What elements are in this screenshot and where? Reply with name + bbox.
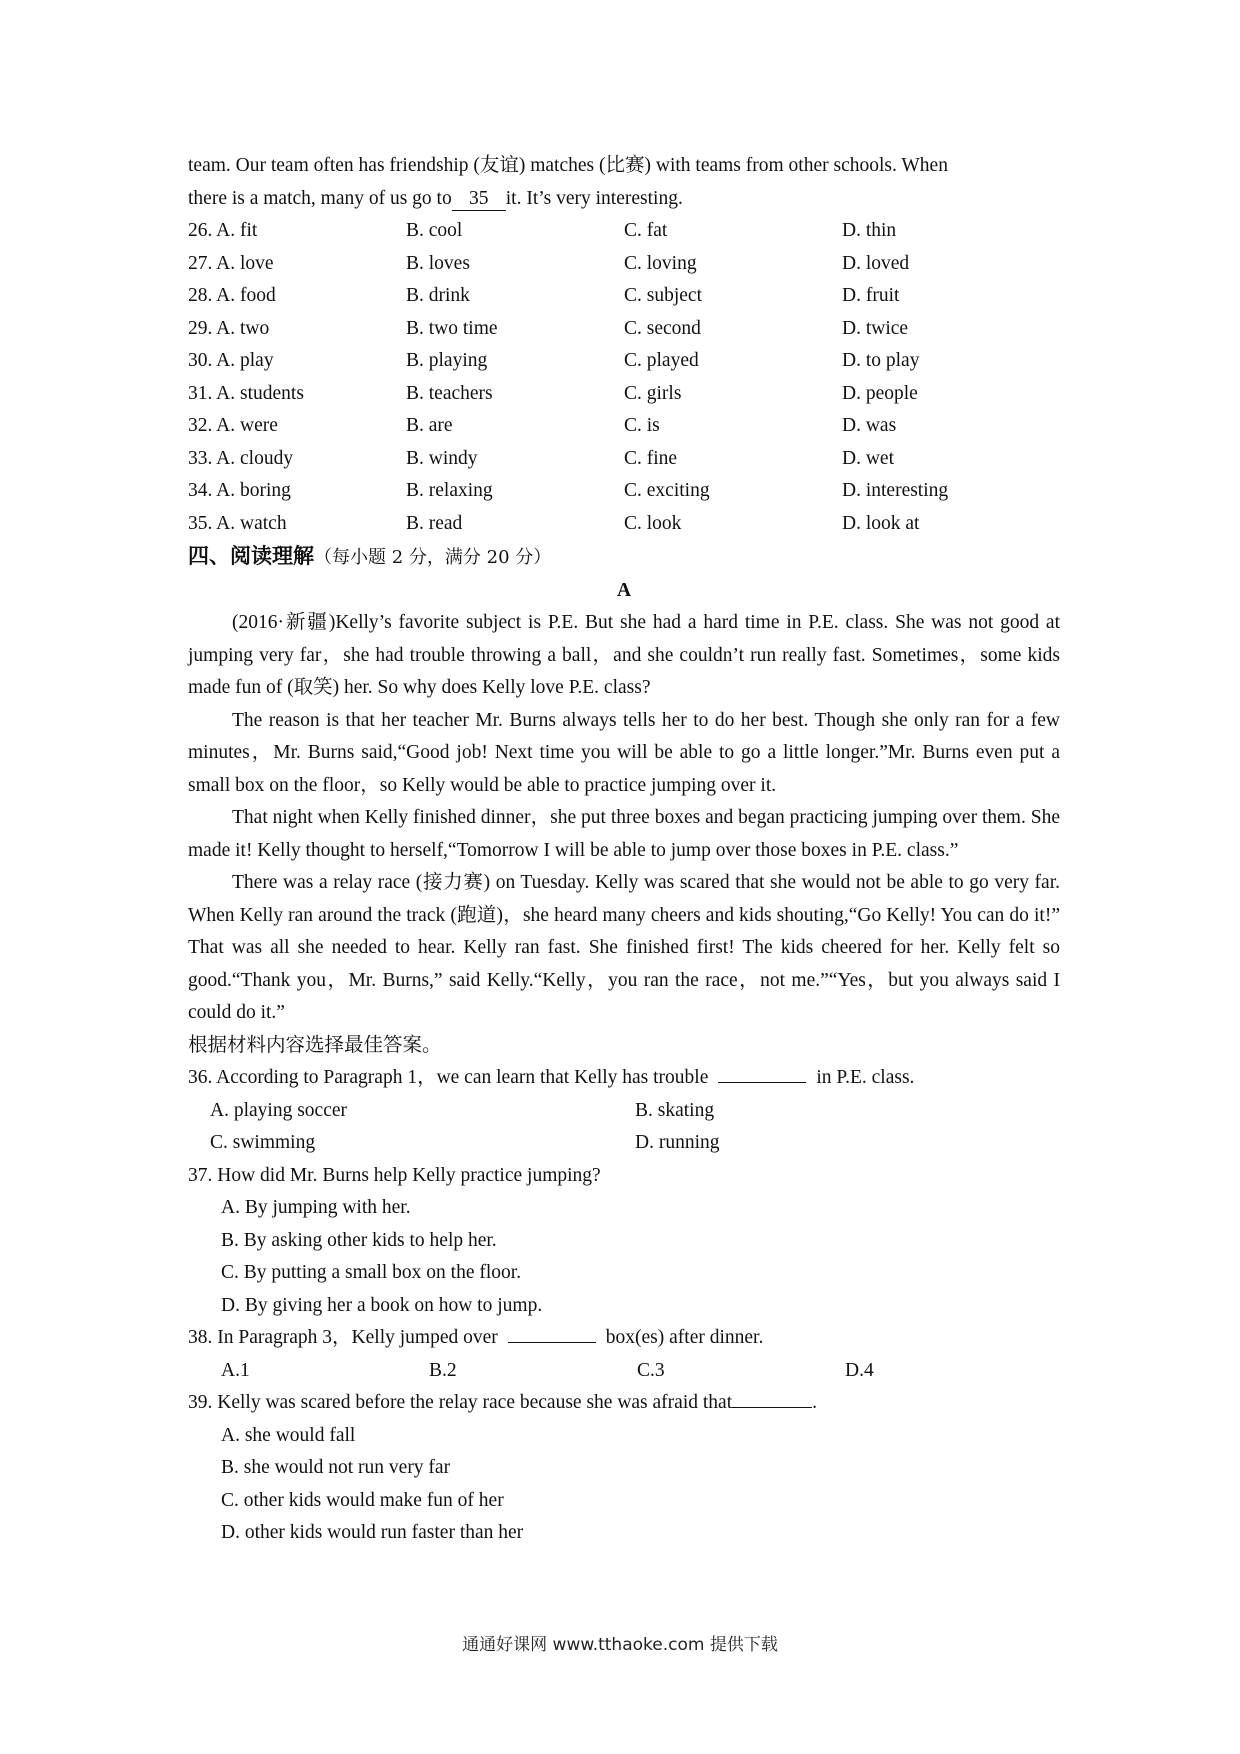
option: B. skating bbox=[635, 1099, 715, 1121]
intro-line-2-text: there is a match, many of us go to bbox=[188, 187, 452, 209]
option: B. she would not run very far bbox=[221, 1457, 451, 1478]
option: B. By asking other kids to help her. bbox=[221, 1229, 497, 1251]
option: D. to play bbox=[842, 350, 920, 371]
option-row-29 bbox=[188, 313, 1060, 346]
exam-page bbox=[188, 150, 1060, 1550]
option-row-32 bbox=[188, 410, 1060, 443]
blank-35: 35 bbox=[452, 188, 506, 211]
option: D. look at bbox=[842, 512, 920, 534]
option: D. was bbox=[842, 415, 897, 436]
option: D. By giving her a book on how to jump. bbox=[221, 1294, 543, 1316]
option: C. fat bbox=[624, 220, 668, 241]
answer-blank bbox=[718, 1062, 806, 1083]
option: D. running bbox=[635, 1132, 720, 1153]
passage-paragraph-2: The reason is that her teacher Mr. Burns always tells her to do her best. Though she only ran for a few minutes，Mr. Burns said,“Good job! Next time you will be able to go a little longer.”Mr. Burns even put a small box on the floor，so Kelly would be able to practice jumping over it. bbox=[188, 709, 1060, 796]
section-score-note: （每小题 2 分，满分 20 分） bbox=[314, 547, 552, 568]
option: D. twice bbox=[842, 317, 909, 339]
option: C. loving bbox=[624, 252, 697, 274]
option: D.4 bbox=[845, 1359, 874, 1381]
option: C. swimming bbox=[210, 1132, 316, 1153]
option: C. By putting a small box on the floor. bbox=[221, 1262, 522, 1283]
question-36-stem: 36. According to Paragraph 1，we can learn that Kelly has trouble bbox=[188, 1067, 709, 1088]
option: C. girls bbox=[624, 382, 682, 404]
option: 27. A. love bbox=[188, 252, 274, 274]
section-title: 四、阅读理解 bbox=[188, 544, 314, 568]
question-36-options-row-1 bbox=[188, 1095, 1060, 1128]
option: 33. A. cloudy bbox=[188, 447, 294, 469]
option: 30. A. play bbox=[188, 350, 274, 371]
question-39 bbox=[188, 1387, 1060, 1420]
answer-blank bbox=[732, 1387, 812, 1408]
page-footer: 通通好课网 www.tthaoke.com 提供下载 bbox=[462, 1635, 778, 1655]
option: B. are bbox=[406, 415, 453, 436]
option: C. exciting bbox=[624, 480, 710, 501]
intro-line-2-end: it. It’s very interesting. bbox=[505, 187, 683, 209]
option-row-27 bbox=[188, 248, 1060, 281]
intro-line-2 bbox=[188, 183, 1060, 216]
option: A. By jumping with her. bbox=[221, 1197, 411, 1218]
option-row-34 bbox=[188, 475, 1060, 508]
question-36-tail: in P.E. class. bbox=[816, 1067, 915, 1088]
option: D. thin bbox=[842, 220, 897, 241]
question-38 bbox=[188, 1322, 1060, 1355]
option-row-28 bbox=[188, 280, 1060, 313]
option: B.2 bbox=[429, 1359, 457, 1381]
option: D. interesting bbox=[842, 480, 949, 501]
option: C. second bbox=[624, 317, 701, 339]
option: 31. A. students bbox=[188, 382, 304, 404]
question-37-stem: 37. How did Mr. Burns help Kelly practice jumping? bbox=[188, 1164, 601, 1186]
option: A. she would fall bbox=[221, 1424, 356, 1446]
question-36-options-row-2 bbox=[188, 1127, 1060, 1160]
intro-line-1: team. Our team often has friendship (友谊) matches (比赛) with teams from other schools. When bbox=[188, 155, 948, 176]
option: C. played bbox=[624, 350, 699, 371]
section-heading bbox=[188, 540, 1060, 575]
question-38-tail: box(es) after dinner. bbox=[605, 1327, 764, 1348]
option: D. wet bbox=[842, 447, 894, 469]
passage-paragraph-3: That night when Kelly finished dinner，she put three boxes and began practicing jumping over them. She made it! Kelly thought to herself,“Tomorrow I will be able to jump over those boxes in P.E. class.” bbox=[188, 807, 1060, 861]
option: B. relaxing bbox=[406, 480, 493, 501]
passage-label: A bbox=[616, 579, 632, 601]
option: B. windy bbox=[406, 447, 478, 469]
instruction: 根据材料内容选择最佳答案。 bbox=[188, 1034, 442, 1056]
option: B. read bbox=[406, 512, 463, 534]
option: D. people bbox=[842, 382, 918, 404]
option: B. drink bbox=[406, 285, 470, 306]
option: A.1 bbox=[221, 1359, 250, 1381]
question-38-options bbox=[188, 1355, 1060, 1388]
option: 26. A. fit bbox=[188, 220, 258, 241]
question-38-stem: 38. In Paragraph 3，Kelly jumped over bbox=[188, 1327, 498, 1348]
option: 28. A. food bbox=[188, 285, 276, 306]
option: B. loves bbox=[406, 252, 470, 274]
option: B. cool bbox=[406, 220, 463, 241]
option-row-33 bbox=[188, 443, 1060, 476]
cloze-options bbox=[188, 215, 1060, 540]
option: 35. A. watch bbox=[188, 512, 287, 534]
option-row-26 bbox=[188, 215, 1060, 248]
option: C. is bbox=[624, 415, 660, 436]
option-row-35 bbox=[188, 508, 1060, 541]
option: 34. A. boring bbox=[188, 480, 291, 501]
option: B. teachers bbox=[406, 382, 493, 404]
option: B. two time bbox=[406, 317, 498, 339]
option: D. loved bbox=[842, 252, 910, 274]
option: D. fruit bbox=[842, 285, 900, 306]
option: C. subject bbox=[624, 285, 702, 306]
option: C. other kids would make fun of her bbox=[221, 1489, 504, 1511]
option: 32. A. were bbox=[188, 415, 278, 436]
answer-blank bbox=[508, 1322, 596, 1343]
option: C. look bbox=[624, 512, 682, 534]
option-row-30 bbox=[188, 345, 1060, 378]
option: 29. A. two bbox=[188, 317, 270, 339]
option: D. other kids would run faster than her bbox=[221, 1522, 524, 1543]
question-39-tail: . bbox=[812, 1392, 817, 1413]
question-39-stem: 39. Kelly was scared before the relay race because she was afraid that bbox=[188, 1392, 733, 1413]
question-36 bbox=[188, 1062, 1060, 1095]
passage-paragraph-4: There was a relay race (接力赛) on Tuesday. Kelly was scared that she would not be able to go very far. When Kelly ran around the track (跑道)，she heard many cheers and kids shouting,“Go Kelly! You can do it!” That was all she needed to hear. Kelly ran fast. She finished first! The kids cheered for her. Kelly felt so good.“Thank you，Mr. Burns,” said Kelly.“Kelly，you ran the race，not me.”“Yes，but you always said I could do it.” bbox=[188, 872, 1060, 1023]
passage-paragraph-1: (2016·新疆)Kelly’s favorite subject is P.E. But she had a hard time in P.E. class. She was not good at jumping very far，she had trouble throwing a ball，and she couldn’t run really fast. Sometimes，some kids made fun of (取笑) her. So why does Kelly love P.E. class? bbox=[188, 612, 1060, 698]
option: C. fine bbox=[624, 447, 678, 469]
option: B. playing bbox=[406, 350, 488, 371]
option: A. playing soccer bbox=[210, 1099, 347, 1121]
option-row-31 bbox=[188, 378, 1060, 411]
option: C.3 bbox=[637, 1359, 665, 1381]
